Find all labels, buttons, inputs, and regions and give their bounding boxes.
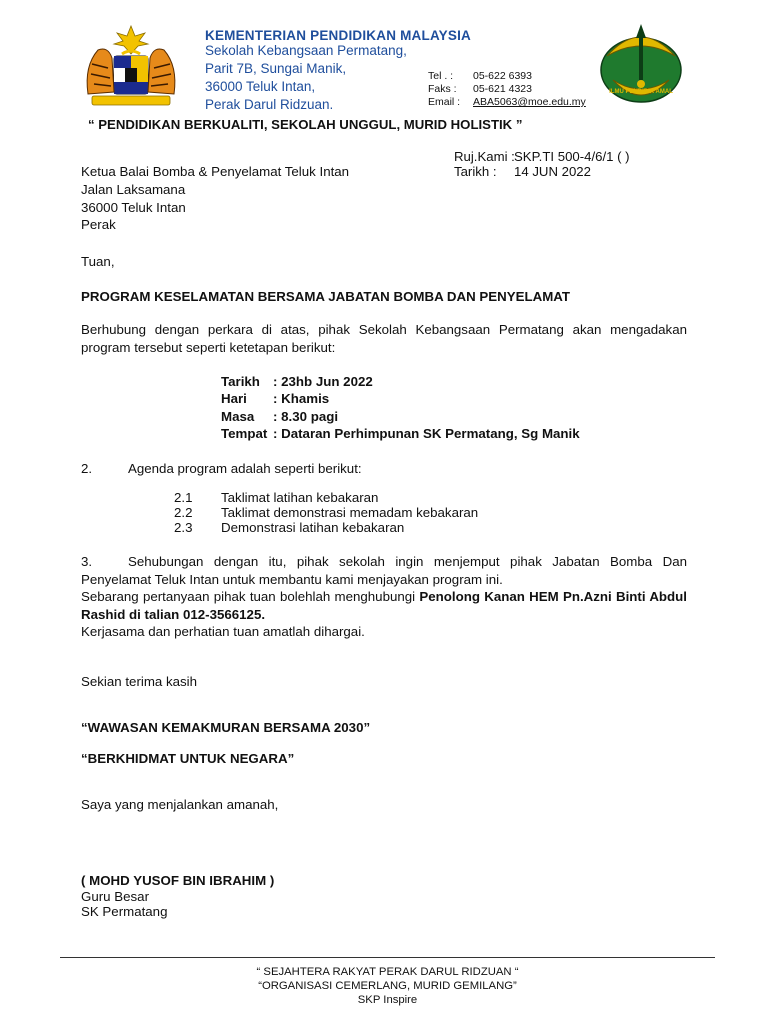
agenda-item-number: 2.2 xyxy=(174,505,193,520)
agenda-item xyxy=(174,520,404,535)
recipient-line: Ketua Balai Bomba & Penyelamat Teluk Intan xyxy=(81,164,350,179)
agenda-item-number: 2.3 xyxy=(174,520,193,535)
footer-divider xyxy=(60,957,715,958)
fax-value: 05-621 4323 xyxy=(473,83,532,95)
email-link[interactable]: ABA5063@moe.edu.my xyxy=(473,96,586,108)
slogan-berkhidmat: “BERKHIDMAT UNTUK NEGARA” xyxy=(81,751,295,766)
agenda-item-text: Taklimat demonstrasi memadam kebakaran xyxy=(221,505,479,520)
section-3-line-1: Sehubungan dengan itu, pihak sekolah ingin menjemput pihak Jabatan Bomba Dan Penyelamat Teluk Intan untuk membantu kami menjayakan program ini. xyxy=(81,554,687,587)
recipient-line: Perak xyxy=(81,217,116,233)
phone-value: 05-622 6393 xyxy=(473,70,532,82)
signatory-block xyxy=(81,873,274,920)
signatory-name: ( MOHD YUSOF BIN IBRAHIM ) xyxy=(81,873,275,888)
agenda-item-text: Taklimat latihan kebakaran xyxy=(221,490,379,505)
signoff-text: Saya yang menjalankan amanah, xyxy=(81,797,279,812)
phone-label: Tel . : xyxy=(428,70,454,82)
school-address-line-1: Sekolah Kebangsaan Permatang, xyxy=(205,43,407,58)
detail-row xyxy=(221,390,580,407)
detail-label: Masa xyxy=(221,408,255,424)
school-emblem-icon xyxy=(595,18,687,108)
closing-text: Sekian terima kasih xyxy=(81,674,198,689)
detail-label: Hari xyxy=(221,391,247,407)
national-crest-icon xyxy=(78,24,184,110)
section-2-text: Agenda program adalah seperti berikut: xyxy=(128,461,362,476)
slogan-wawasan: “WAWASAN KEMAKMURAN BERSAMA 2030” xyxy=(81,720,371,735)
section-3-number: 3. xyxy=(81,554,93,569)
detail-row xyxy=(221,373,580,390)
recipient-line: Jalan Laksamana xyxy=(81,181,186,197)
detail-row xyxy=(221,425,580,442)
agenda-item-text: Demonstrasi latihan kebakaran xyxy=(221,520,405,535)
fax-label: Faks : xyxy=(428,83,457,95)
agenda-item xyxy=(174,490,378,505)
fax-row xyxy=(428,82,532,96)
detail-value: : 23hb Jun 2022 xyxy=(273,374,373,389)
recipient-line: 36000 Teluk Intan xyxy=(81,199,186,215)
date-value: 14 JUN 2022 xyxy=(514,164,591,179)
intro-paragraph: Berhubung dengan perkara di atas, pihak Sekolah Kebangsaan Permatang akan mengadakan program tersebut seperti ketetapan berikut: xyxy=(81,322,687,355)
program-details xyxy=(221,373,580,442)
school-motto: “ PENDIDIKAN BERKUALITI, SEKOLAH UNGGUL, MURID HOLISTIK ” xyxy=(88,117,523,132)
section-3-paragraph xyxy=(81,553,687,641)
letter-subject: PROGRAM KESELAMATAN BERSAMA JABATAN BOMBA DAN PENYELAMAT xyxy=(81,289,571,304)
section-3-line-3: Kerjasama dan perhatian tuan amatlah dihargai. xyxy=(81,624,365,639)
section-3-line-2-prefix: Sebarang pertanyaan pihak tuan bolehlah menghubungi xyxy=(81,589,420,604)
detail-value: : Dataran Perhimpunan SK Permatang, Sg Manik xyxy=(273,425,580,441)
agenda-item xyxy=(174,505,478,520)
school-address-line-2: Parit 7B, Sungai Manik, xyxy=(205,61,347,76)
reference-value: SKP.TI 500-4/6/1 ( ) xyxy=(514,149,630,164)
detail-label: Tarikh xyxy=(221,374,260,389)
section-2-number: 2. xyxy=(81,461,93,476)
signatory-org: SK Permatang xyxy=(81,904,168,919)
phone-row xyxy=(428,69,532,83)
footer-line-2: “ORGANISASI CEMERLANG, MURID GEMILANG” xyxy=(258,980,517,992)
detail-value: : 8.30 pagi xyxy=(273,408,339,424)
footer-line-1: “ SEJAHTERA RAKYAT PERAK DARUL RIDZUAN “ xyxy=(256,966,519,978)
footer-line-3: SKP Inspire xyxy=(357,994,418,1006)
contact-person: Penolong Kanan HEM Pn.Azni Binti Abdul Rashid di talian 012-3566125. xyxy=(81,589,687,622)
signatory-title: Guru Besar xyxy=(81,888,149,904)
email-row xyxy=(428,95,586,109)
detail-label: Tempat xyxy=(221,425,268,441)
ministry-name: KEMENTERIAN PENDIDIKAN MALAYSIA xyxy=(205,28,471,43)
agenda-item-number: 2.1 xyxy=(174,490,193,505)
greeting: Tuan, xyxy=(81,254,115,269)
date-row xyxy=(454,163,591,180)
reference-label: Ruj.Kami : xyxy=(454,149,515,164)
date-label: Tarikh : xyxy=(454,164,497,179)
school-address-line-3: 36000 Teluk Intan, xyxy=(205,79,316,94)
recipient-address xyxy=(81,163,349,234)
detail-row xyxy=(221,408,580,425)
school-address-line-4: Perak Darul Ridzuan. xyxy=(205,97,334,112)
email-label: Email : xyxy=(428,96,461,108)
detail-value: : Khamis xyxy=(273,391,330,407)
emblem-motto-text: ILMU PENDIDIK AMAL xyxy=(609,89,673,95)
